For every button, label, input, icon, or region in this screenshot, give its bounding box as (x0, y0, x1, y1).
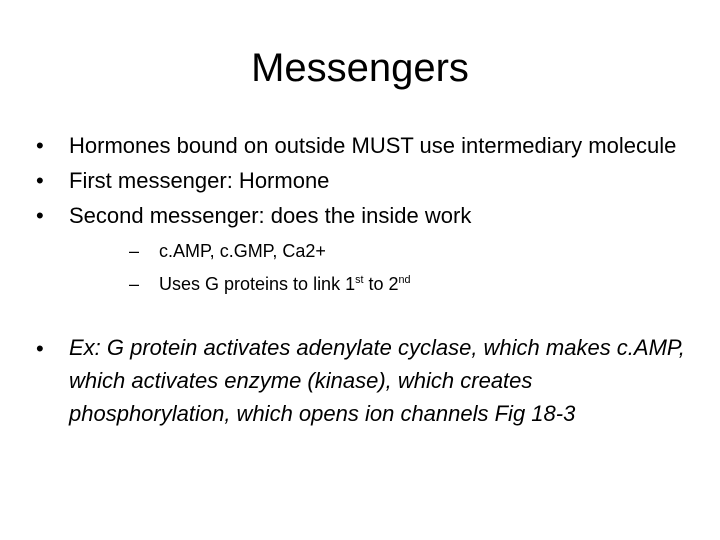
bullet-marker: • (36, 168, 44, 193)
dash-marker: – (129, 241, 140, 261)
bullet-item (36, 163, 686, 198)
dash-marker: – (129, 274, 140, 294)
bullet-text: Second messenger: does the inside work (69, 203, 472, 228)
sub-bullet-item (129, 268, 686, 301)
bullet-marker: • (36, 203, 44, 228)
sub-bullet-item (129, 235, 686, 268)
ordinal-suffix: nd (398, 274, 411, 286)
bullet-text: First messenger: Hormone (69, 168, 330, 193)
sub-bullet-text: c.AMP, c.GMP, Ca2+ (159, 241, 326, 261)
bullet-item (36, 128, 686, 163)
example-bullet-item (36, 331, 686, 430)
sub-bullet-text-part: to 2 (363, 274, 399, 294)
example-text: Ex: G protein activates adenylate cyclase, which makes c.AMP, which activates enzyme (kinase), which creates phosphorylation, which opens ion channels Fig 18-3 (69, 335, 685, 426)
bullet-marker: • (36, 336, 44, 361)
sub-bullet-text-part: Uses G proteins to link 1 (159, 274, 356, 294)
slide-title: Messengers (251, 46, 469, 90)
bullet-text: Hormones bound on outside MUST use intermediary molecule (69, 133, 677, 158)
bullet-list (36, 128, 686, 430)
bullet-item (36, 198, 686, 331)
sub-bullet-list (129, 233, 686, 331)
sub-bullet-text (159, 274, 411, 294)
ordinal-suffix: st (355, 274, 364, 286)
bullet-marker: • (36, 133, 44, 158)
